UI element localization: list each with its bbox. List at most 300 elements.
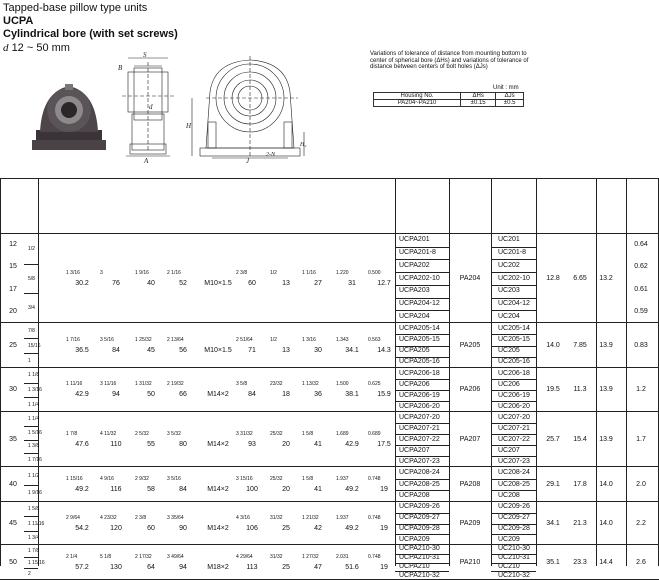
svg-text:S: S <box>143 51 147 59</box>
product-photo <box>28 72 110 156</box>
row-divider <box>491 247 536 248</box>
row-divider <box>24 293 38 294</box>
unit-number: UCPA203 <box>399 287 430 295</box>
dim-mm-value: 13 <box>282 346 290 354</box>
dim-mm-value: 94 <box>179 563 187 571</box>
row-divider <box>491 524 536 525</box>
rating-c0r: 7.85 <box>573 341 587 349</box>
row-divider <box>491 259 536 260</box>
dim-inch-value: 31/32 <box>270 514 283 521</box>
shaft-inch-value: 1 1/4 <box>28 401 40 408</box>
mass-value: 0.62 <box>634 263 648 271</box>
bearing-number: UC202 <box>498 261 520 269</box>
svg-text:H: H <box>186 122 192 130</box>
shaft-inch-value: 1 1/2 <box>28 472 40 479</box>
dim-inch-value: 2 1/16 <box>167 269 181 276</box>
dim-mm-value: 30 <box>314 346 322 354</box>
dim-mm-value: 60 <box>248 279 256 287</box>
unit-number: UCPA207-22 <box>399 435 440 443</box>
bearing-number: UC209 <box>498 535 520 543</box>
shaft-mm-value: 25 <box>9 341 17 349</box>
row-divider <box>491 310 536 311</box>
dim-mm-value: 60 <box>147 524 155 532</box>
row-divider <box>24 440 38 441</box>
row-divider <box>491 563 536 564</box>
dim-mm-value: 36.5 <box>75 346 89 354</box>
shaft-inch-value: 1 7/8 <box>28 547 40 554</box>
dim-inch-value: 3 35/64 <box>167 514 184 521</box>
row-divider <box>395 390 449 391</box>
tolerance-note: Variations of tolerance of distance from mounting bottom to center of spherical bore (ΔHs) and variations of tolerance of distance between centers of bolt holes (ΔJs) <box>370 51 529 70</box>
dim-mm-value: 27 <box>314 279 322 287</box>
page-header <box>3 1 178 55</box>
unit-number: UCPA207-23 <box>399 457 440 465</box>
rating-cr: 35.1 <box>546 558 560 566</box>
dim-mm-value: 19 <box>380 563 388 571</box>
unit-number: UCPA208-25 <box>399 480 440 488</box>
dim-inch-value: 4 3/16 <box>236 514 250 521</box>
shaft-inch-value: 15/16 <box>28 342 41 349</box>
shaft-inch-value: 1 <box>28 357 31 364</box>
dim-inch-value: 1 3/16 <box>302 336 316 343</box>
dim-inch-value: 1 27/32 <box>302 553 319 560</box>
dim-inch-value: 3 <box>100 269 103 276</box>
svg-text:2-N: 2-N <box>266 152 275 158</box>
dim-mm-value: 84 <box>248 391 256 398</box>
row-divider <box>491 401 536 402</box>
housing-number: PA208 <box>459 480 481 488</box>
rating-cr: 14.0 <box>546 341 560 349</box>
rating-cr: 29.1 <box>546 480 560 488</box>
row-divider <box>395 456 449 457</box>
bearing-number: UC207-23 <box>498 457 530 465</box>
row-divider <box>0 367 659 368</box>
mass-value: 2.0 <box>636 480 646 488</box>
dim-mm-value: 52 <box>179 279 187 287</box>
dim-inch-value: 2 13/64 <box>167 336 184 343</box>
row-divider <box>24 338 38 339</box>
unit-number: UCPA205-14 <box>399 324 440 332</box>
row-divider <box>0 466 659 467</box>
dim-mm-value: 90 <box>179 524 187 532</box>
dim-mm-value: 84 <box>179 485 187 493</box>
unit-number: UCPA206-20 <box>399 402 440 410</box>
page-subtitle: Cylindrical bore (with set screws) <box>3 28 178 40</box>
dim-mm-value: 84 <box>112 346 120 354</box>
dim-mm-value: 57.2 <box>75 563 89 571</box>
bearing-number: UC204-12 <box>498 299 530 307</box>
dim-mm-value: 120 <box>110 524 122 532</box>
row-divider <box>24 426 38 427</box>
bearing-number: UC205-15 <box>498 335 530 343</box>
dim-mm-value: 55 <box>147 440 155 448</box>
column-divider <box>596 178 597 566</box>
bearing-number: UC205-14 <box>498 324 530 332</box>
row-divider <box>395 445 449 446</box>
unit-number: UCPA205-16 <box>399 358 440 366</box>
row-divider <box>395 490 449 491</box>
dim-mm-value: M14×2 <box>207 485 229 493</box>
dim-inch-value: 1 5/8 <box>302 475 314 482</box>
dim-inch-value: 2 19/32 <box>167 381 184 387</box>
shaft-inch-value: 1 11/16 <box>28 520 45 527</box>
dim-mm-value: 56 <box>179 346 187 354</box>
factor-f0: 13.9 <box>599 386 613 393</box>
bearing-number: UC209-27 <box>498 514 530 522</box>
dim-mm-value: 50 <box>147 391 155 398</box>
row-divider <box>491 456 536 457</box>
mass-value: 0.64 <box>634 241 648 249</box>
dim-mm-value: 41 <box>314 485 322 493</box>
row-divider <box>395 357 449 358</box>
row-divider <box>491 298 536 299</box>
unit-number: UCPA201-8 <box>399 249 436 257</box>
mass-value: 0.61 <box>634 285 648 293</box>
unit-number: UCPA207 <box>399 446 430 454</box>
row-divider <box>0 411 659 412</box>
dim-inch-value: 31/32 <box>270 553 283 560</box>
dim-inch-value: 0.748 <box>368 553 381 560</box>
dim-mm-value: 41 <box>314 440 322 448</box>
column-divider <box>395 178 396 566</box>
dim-inch-value: 1.220 <box>336 269 349 276</box>
dim-mm-value: 36 <box>314 391 322 398</box>
row-divider <box>0 233 659 234</box>
row-divider <box>24 383 38 384</box>
unit-number: UCPA206-19 <box>399 391 440 399</box>
dim-inch-value: 4 23/32 <box>100 514 117 521</box>
dim-mm-value: 38.1 <box>345 391 359 398</box>
bearing-number: UC210-31 <box>498 554 530 562</box>
shaft-inch-value: 1 5/8 <box>28 506 40 513</box>
unit-number: UCPA201 <box>399 236 430 244</box>
rating-cr: 34.1 <box>546 519 560 527</box>
dim-mm-value: 34.1 <box>345 346 359 354</box>
row-divider <box>395 272 449 273</box>
shaft-mm-value: 40 <box>9 480 17 488</box>
housing-number: PA210 <box>459 558 481 566</box>
unit-number: UCPA207-20 <box>399 413 440 421</box>
bearing-number: UC205 <box>498 347 520 355</box>
row-divider <box>491 346 536 347</box>
row-divider <box>395 259 449 260</box>
factor-f0: 13.2 <box>599 274 613 282</box>
dim-inch-value: 0.563 <box>368 336 381 343</box>
shaft-inch-value: 3/4 <box>28 305 35 312</box>
mass-value: 2.2 <box>636 519 646 527</box>
row-divider <box>491 434 536 435</box>
tol-header-djs: ΔJs <box>496 93 524 100</box>
dim-mm-value: 47.6 <box>75 440 89 448</box>
factor-f0: 14.4 <box>599 558 613 566</box>
dim-inch-value: 1 7/8 <box>66 430 78 437</box>
mass-value: 0.83 <box>634 341 648 349</box>
dim-mm-value: 94 <box>112 391 120 398</box>
unit-number: UCPA209-28 <box>399 524 440 532</box>
bearing-number: UC206-18 <box>498 369 530 377</box>
dim-mm-value: 76 <box>112 279 120 287</box>
shaft-inch-value: 1 1/8 <box>28 372 40 379</box>
dim-inch-value: 1.343 <box>336 336 349 343</box>
shaft-inch-value: 1 5/16 <box>28 429 42 436</box>
front-view-drawing <box>186 52 312 164</box>
tolerance-unit: Unit : mm <box>493 85 519 91</box>
dim-inch-value: 25/32 <box>270 475 283 482</box>
dim-mm-value: M10×1.5 <box>204 346 232 354</box>
dim-inch-value: 1 11/16 <box>66 381 83 387</box>
dim-mm-value: 42 <box>314 524 322 532</box>
unit-number: UCPA210-31 <box>399 554 440 562</box>
mass-value: 2.6 <box>636 558 646 566</box>
dim-inch-value: 3 5/16 <box>167 475 181 482</box>
tolerance-table <box>373 92 524 107</box>
dim-inch-value: 2 5/32 <box>135 430 149 437</box>
row-divider <box>24 264 38 265</box>
bearing-number: UC206 <box>498 380 520 388</box>
row-divider <box>395 434 449 435</box>
bearing-number: UC206-20 <box>498 402 530 410</box>
bearing-number: UC202-10 <box>498 274 530 282</box>
row-divider <box>395 285 449 286</box>
dim-mm-value: M10×1.5 <box>204 279 232 287</box>
row-divider <box>24 516 38 517</box>
dim-mm-value: 18 <box>282 391 290 398</box>
bearing-number: UC208-24 <box>498 468 530 476</box>
row-divider <box>24 531 38 532</box>
dim-inch-value: 1 31/32 <box>135 381 152 387</box>
dim-inch-value: 4 9/16 <box>100 475 114 482</box>
dim-mm-value: 116 <box>110 485 122 493</box>
row-divider <box>395 310 449 311</box>
housing-number: PA207 <box>459 435 481 443</box>
housing-number: PA206 <box>459 386 481 393</box>
row-divider <box>395 571 449 572</box>
row-divider <box>395 379 449 380</box>
shaft-mm-value: 20 <box>9 307 17 315</box>
svg-text:d: d <box>149 103 153 111</box>
dim-inch-value: 1.689 <box>336 430 349 437</box>
dim-mm-value: 45 <box>147 346 155 354</box>
row-divider <box>395 423 449 424</box>
row-divider <box>491 390 536 391</box>
row-divider <box>395 346 449 347</box>
dim-inch-value: 2 9/64 <box>66 514 80 521</box>
bearing-number: UC208-25 <box>498 480 530 488</box>
unit-number: UCPA207-21 <box>399 424 440 432</box>
dim-mm-value: 64 <box>147 563 155 571</box>
shaft-inch-value: 5/8 <box>28 275 35 282</box>
dim-inch-value: 1/2 <box>270 336 277 343</box>
column-divider <box>491 178 492 566</box>
dim-inch-value: 3 11/16 <box>100 381 117 387</box>
dim-inch-value: 1 9/16 <box>135 269 149 276</box>
shaft-inch-value: 1 15/16 <box>28 559 45 566</box>
rating-c0r: 11.3 <box>573 386 587 393</box>
dim-inch-value: 2 51/64 <box>236 336 253 343</box>
row-divider <box>24 568 38 569</box>
dim-mm-value: M14×2 <box>207 524 229 532</box>
shaft-mm-value: 17 <box>9 285 17 293</box>
shaft-inch-value: 1 7/16 <box>28 457 42 464</box>
row-divider <box>395 479 449 480</box>
shaft-inch-value: 1 3/8 <box>28 443 40 450</box>
mass-value: 1.7 <box>636 435 646 443</box>
row-divider <box>395 563 449 564</box>
rating-c0r: 15.4 <box>573 435 587 443</box>
unit-number: UCPA210 <box>399 562 430 570</box>
shaft-inch-value: 1/2 <box>28 245 35 252</box>
row-divider <box>491 285 536 286</box>
rating-cr: 19.5 <box>546 386 560 393</box>
dim-inch-value: 1.937 <box>336 514 349 521</box>
row-divider <box>24 397 38 398</box>
dim-inch-value: 1 5/8 <box>302 430 314 437</box>
row-divider <box>395 554 449 555</box>
bearing-number: UC207 <box>498 446 520 454</box>
mass-value: 0.59 <box>634 307 648 315</box>
side-view-drawing <box>112 52 184 164</box>
unit-number: UCPA210-30 <box>399 545 440 553</box>
unit-number: UCPA210-32 <box>399 571 440 579</box>
dim-inch-value: 0.748 <box>368 514 381 521</box>
svg-text:J: J <box>246 157 250 165</box>
series-name: UCPA <box>3 15 34 27</box>
row-divider <box>491 357 536 358</box>
shaft-inch-value: 7/8 <box>28 327 35 334</box>
dim-mm-value: 71 <box>248 346 256 354</box>
dim-mm-value: 49.2 <box>345 524 359 532</box>
tol-dhs: ±0.15 <box>461 100 496 107</box>
dim-mm-value: 17.5 <box>377 440 391 448</box>
factor-f0: 13.9 <box>599 341 613 349</box>
row-divider <box>395 401 449 402</box>
tol-header-housing: Housing No. <box>374 93 461 100</box>
dim-mm-value: 93 <box>248 440 256 448</box>
dim-mm-value: 80 <box>179 440 187 448</box>
rating-cr: 25.7 <box>546 435 560 443</box>
dim-mm-value: 100 <box>246 485 258 493</box>
bearing-number: UC204 <box>498 312 520 320</box>
dim-inch-value: 1.937 <box>336 475 349 482</box>
unit-number: UCPA204-12 <box>399 299 440 307</box>
dim-mm-value: 42.9 <box>345 440 359 448</box>
dim-mm-value: 130 <box>110 563 122 571</box>
bearing-number: UC201 <box>498 236 520 244</box>
shaft-inch-value: 1 1/4 <box>28 415 40 422</box>
dim-mm-value: 54.2 <box>75 524 89 532</box>
unit-number: UCPA205 <box>399 347 430 355</box>
shaft-mm-value: 45 <box>9 519 17 527</box>
dim-inch-value: 2 3/8 <box>236 269 248 276</box>
dim-mm-value: 113 <box>246 563 258 571</box>
row-divider <box>24 485 38 486</box>
row-divider <box>491 334 536 335</box>
bearing-number: UC210-30 <box>498 545 530 553</box>
row-divider <box>491 571 536 572</box>
dim-mm-value: 13 <box>282 279 290 287</box>
row-divider <box>491 423 536 424</box>
dim-mm-value: 47 <box>314 563 322 571</box>
row-divider <box>491 534 536 535</box>
dim-inch-value: 3 5/8 <box>236 381 248 387</box>
page-title: Tapped-base pillow type units <box>3 2 148 14</box>
shaft-mm-value: 30 <box>9 386 17 393</box>
dim-mm-value: 110 <box>110 440 122 448</box>
bearing-number: UC206-19 <box>498 391 530 399</box>
shaft-mm-value: 15 <box>9 263 17 271</box>
dim-inch-value: 3 15/16 <box>236 475 253 482</box>
svg-text:H₂: H₂ <box>300 142 307 148</box>
row-divider <box>0 178 659 179</box>
row-divider <box>0 544 659 545</box>
rating-c0r: 23.3 <box>573 558 587 566</box>
shaft-mm-value: 12 <box>9 241 17 249</box>
row-divider <box>0 501 659 502</box>
housing-number: PA205 <box>459 341 481 349</box>
dim-inch-value: 3 5/16 <box>100 336 114 343</box>
shaft-inch-value: 1 3/16 <box>28 387 42 393</box>
unit-number: UCPA202-10 <box>399 274 440 282</box>
row-divider <box>395 247 449 248</box>
dim-mm-value: 20 <box>282 440 290 448</box>
dim-mm-value: M14×2 <box>207 440 229 448</box>
dim-inch-value: 1 13/32 <box>302 381 319 387</box>
dim-inch-value: 5 1/8 <box>100 553 112 560</box>
unit-number: UCPA206-18 <box>399 369 440 377</box>
dim-inch-value: 2 17/32 <box>135 553 152 560</box>
dim-mm-value: 25 <box>282 524 290 532</box>
dim-mm-value: 49.2 <box>75 485 89 493</box>
bearing-number: UC207-22 <box>498 435 530 443</box>
dim-inch-value: 1 21/32 <box>302 514 319 521</box>
unit-number: UCPA209-26 <box>399 503 440 511</box>
shaft-inch-value: 2 <box>28 571 31 578</box>
dim-inch-value: 3 5/32 <box>167 430 181 437</box>
dim-inch-value: 2 1/4 <box>66 553 78 560</box>
dim-mm-value: 14.3 <box>377 346 391 354</box>
dim-inch-value: 3 31/32 <box>236 430 253 437</box>
factor-f0: 14.0 <box>599 480 613 488</box>
bearing-number: UC203 <box>498 287 520 295</box>
tol-housing: PA204~PA210 <box>374 100 461 107</box>
dim-mm-value: 42.9 <box>75 391 89 398</box>
dim-inch-value: 2 9/32 <box>135 475 149 482</box>
bearing-number: UC208 <box>498 492 520 500</box>
dim-inch-value: 2.031 <box>336 553 349 560</box>
row-divider <box>24 453 38 454</box>
dim-mm-value: 40 <box>147 279 155 287</box>
dim-inch-value: 0.625 <box>368 381 381 387</box>
housing-number: PA204 <box>459 274 481 282</box>
row-divider <box>491 554 536 555</box>
dim-inch-value: 0.500 <box>368 269 381 276</box>
bearing-number: UC210-32 <box>498 571 530 579</box>
dim-inch-value: 4 29/64 <box>236 553 253 560</box>
dim-mm-value: 12.7 <box>377 279 391 287</box>
dim-inch-value: 25/32 <box>270 430 283 437</box>
shaft-inch-value: 1 3/4 <box>28 534 40 541</box>
column-divider <box>626 178 627 566</box>
unit-number: UCPA202 <box>399 261 430 269</box>
shaft-mm-value: 35 <box>9 435 17 443</box>
dim-inch-value: 1 25/32 <box>135 336 152 343</box>
row-divider <box>24 557 38 558</box>
dim-mm-value: M14×2 <box>207 391 229 398</box>
dim-inch-value: 1 15/16 <box>66 475 83 482</box>
dim-mm-value: 49.2 <box>345 485 359 493</box>
svg-text:A: A <box>144 157 149 165</box>
dim-inch-value: 1 3/16 <box>66 269 80 276</box>
